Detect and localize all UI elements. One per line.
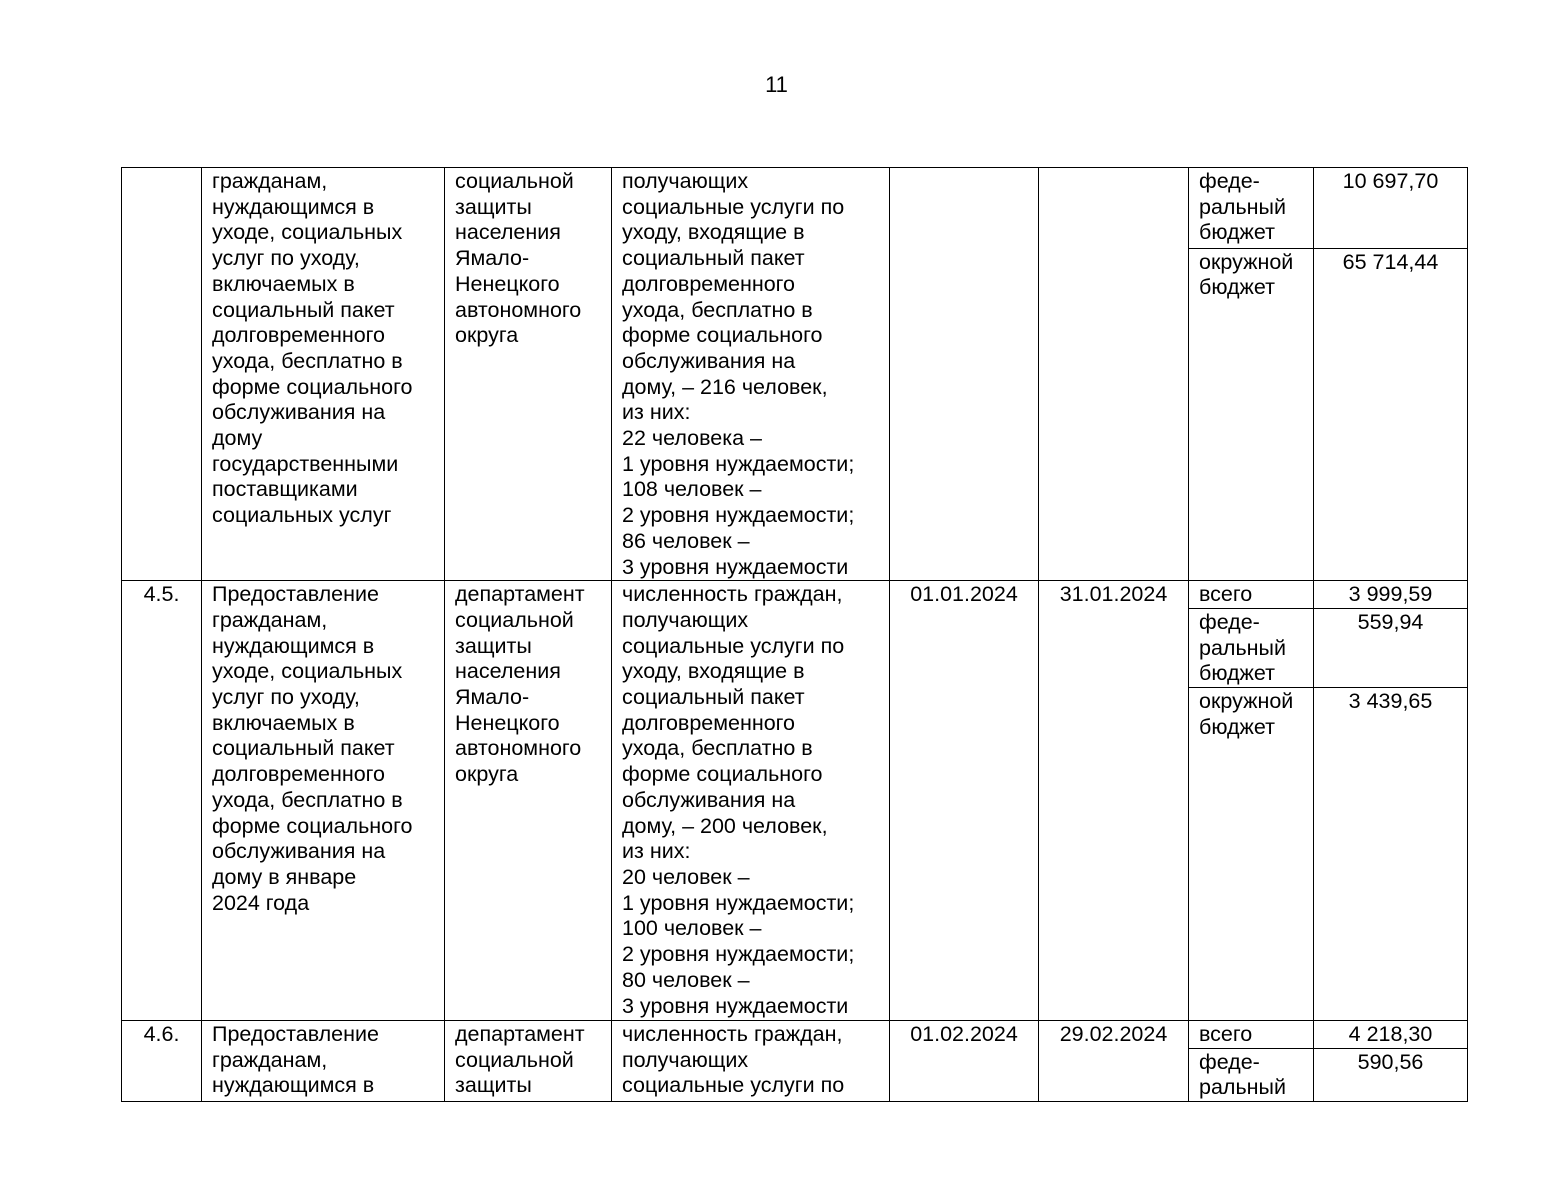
- result-cell: численность граждан, получающих социальные услуги по уходу, входящие в социальный пакет долговременного ухода, бесплатно в форме социального обслуживания на дому, – 200 человек, из них: 20 человек – 1 уровня нуждаемости; 100 человек – 2 уровня нуждаемости; 80 человек – 3 уровня нуждаемости: [612, 581, 890, 1021]
- row-number: [122, 168, 202, 581]
- executor-cell: департамент социальной защиты населения Ямало- Ненецкого автономного округа: [445, 581, 612, 1021]
- result-cell: получающих социальные услуги по уходу, входящие в социальный пакет долговременного ухода, бесплатно в форме социального обслуживания на дому, – 216 человек, из них: 22 человека – 1 уровня нуждаемости; 108 человек – 2 уровня нуждаемости; 86 человек – 3 уровня нуждаемости: [612, 168, 890, 581]
- executor-cell: социальной защиты населения Ямало- Ненецкого автономного округа: [445, 168, 612, 581]
- table-row: [122, 581, 1468, 609]
- funding-source-cell: феде- ральный бюджет: [1189, 608, 1314, 687]
- end-date-cell: 31.01.2024: [1039, 581, 1189, 1021]
- funding-amount-cell: 65 714,44: [1314, 248, 1468, 581]
- table-row: [122, 168, 1468, 249]
- action-cell: Предоставление гражданам, нуждающимся в: [202, 1021, 445, 1102]
- start-date-cell: 01.02.2024: [890, 1021, 1039, 1102]
- action-cell: гражданам, нуждающимся в уходе, социальных услуг по уходу, включаемых в социальный пакет долговременного ухода, бесплатно в форме социального обслуживания на дому государственными поставщиками социальных услуг: [202, 168, 445, 581]
- funding-source-cell: всего: [1189, 1021, 1314, 1049]
- action-cell: Предоставление гражданам, нуждающимся в уходе, социальных услуг по уходу, включаемых в социальный пакет долговременного ухода, бесплатно в форме социального обслуживания на дому в январе 2024 года: [202, 581, 445, 1021]
- end-date-cell: [1039, 168, 1189, 581]
- row-number: 4.5.: [122, 581, 202, 1021]
- funding-source-cell: феде- ральный бюджет: [1189, 168, 1314, 249]
- end-date-cell: 29.02.2024: [1039, 1021, 1189, 1102]
- start-date-cell: 01.01.2024: [890, 581, 1039, 1021]
- funding-amount-cell: 559,94: [1314, 608, 1468, 687]
- executor-cell: департамент социальной защиты: [445, 1021, 612, 1102]
- start-date-cell: [890, 168, 1039, 581]
- funding-source-cell: окружной бюджет: [1189, 688, 1314, 1021]
- funding-amount-cell: 590,56: [1314, 1048, 1468, 1101]
- funding-source-cell: феде- ральный: [1189, 1048, 1314, 1101]
- activities-table: [121, 167, 1468, 1102]
- page-number: 11: [765, 72, 788, 97]
- funding-amount-cell: 10 697,70: [1314, 168, 1468, 249]
- table-row: [122, 1021, 1468, 1049]
- funding-source-cell: окружной бюджет: [1189, 248, 1314, 581]
- row-number: 4.6.: [122, 1021, 202, 1102]
- funding-amount-cell: 4 218,30: [1314, 1021, 1468, 1049]
- funding-amount-cell: 3 439,65: [1314, 688, 1468, 1021]
- funding-source-cell: всего: [1189, 581, 1314, 609]
- result-cell: численность граждан, получающих социальные услуги по: [612, 1021, 890, 1102]
- funding-amount-cell: 3 999,59: [1314, 581, 1468, 609]
